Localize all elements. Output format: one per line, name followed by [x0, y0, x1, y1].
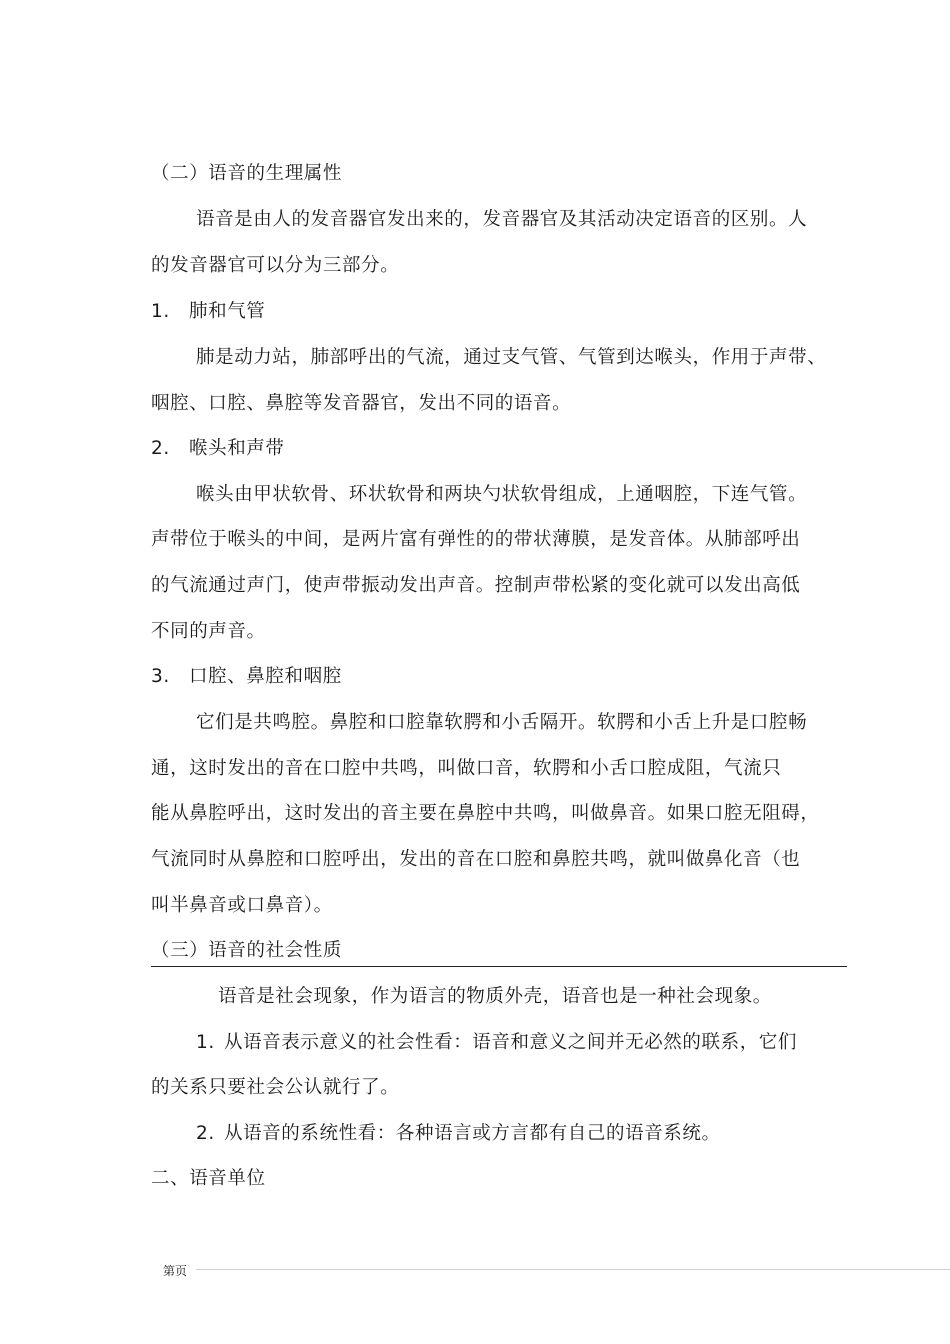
list-number: 1. [151, 301, 170, 322]
list-number: 2. [196, 1123, 215, 1144]
point-text: 从语音的系统性看：各种语言或方言都有自己的语音系统。 [224, 1123, 721, 1144]
paragraph-line: 语音是由人的发音器官发出来的，发音器官及其活动决定语音的区别。人 [196, 209, 808, 230]
subheading-title: 喉头和声带 [189, 438, 285, 459]
paragraph-line: 的发音器官可以分为三部分。 [151, 255, 400, 276]
section-heading-physiological: （二）语音的生理属性 [151, 163, 343, 184]
paragraph-line: 不同的声音。 [151, 621, 266, 642]
paragraph-line: 气流同时从鼻腔和口腔呼出，发出的音在口腔和鼻腔共鸣，就叫做鼻化音（也 [151, 849, 801, 870]
paragraph-line: 能从鼻腔呼出，这时发出的音主要在鼻腔中共鸣，叫做鼻音。如果口腔无阻碍， [151, 803, 820, 824]
subheading-title: 肺和气管 [189, 301, 266, 322]
paragraph-line: 的气流通过声门，使声带振动发出声音。控制声带松紧的变化就可以发出高低 [151, 575, 801, 596]
paragraph-line: 喉头由甲状软骨、环状软骨和两块勺状软骨组成，上通咽腔，下连气管。 [196, 484, 808, 505]
paragraph-line: 咽腔、口腔、鼻腔等发音器官，发出不同的语音。 [151, 393, 572, 414]
paragraph-line: 语音是社会现象，作为语言的物质外壳，语音也是一种社会现象。 [218, 986, 772, 1007]
section-heading-units: 二、语音单位 [151, 1168, 266, 1189]
paragraph-line: 通，这时发出的音在口腔中共鸣，叫做口音，软腭和小舌口腔成阻，气流只 [151, 758, 782, 779]
section-divider [151, 966, 847, 967]
footer-divider [196, 1269, 950, 1270]
section-heading-social: （三）语音的社会性质 [151, 940, 343, 961]
paragraph-line: 的关系只要社会公认就行了。 [151, 1077, 400, 1098]
point-text: 从语音表示意义的社会性看：语音和意义之间并无必然的联系，它们 [224, 1032, 798, 1053]
list-number: 2. [151, 438, 170, 459]
numbered-point [196, 1031, 797, 1055]
subheading-lungs-trachea [151, 300, 265, 324]
numbered-point [196, 1122, 721, 1146]
subheading-larynx-vocal-cords [151, 437, 285, 461]
paragraph-line: 它们是共鸣腔。鼻腔和口腔靠软腭和小舌隔开。软腭和小舌上升是口腔畅 [196, 712, 808, 733]
paragraph-line: 叫半鼻音或口鼻音）。 [151, 895, 333, 916]
list-number: 1. [196, 1032, 215, 1053]
page-number-label: 第页 [163, 1264, 188, 1278]
subheading-title: 口腔、鼻腔和咽腔 [189, 666, 342, 687]
paragraph-line: 声带位于喉头的中间，是两片富有弹性的的带状薄膜，是发音体。从肺部呼出 [151, 529, 801, 550]
list-number: 3. [151, 666, 170, 687]
paragraph-line: 肺是动力站，肺部呼出的气流，通过支气管、气管到达喉头，作用于声带、 [196, 347, 827, 368]
subheading-oral-nasal-pharyngeal [151, 665, 342, 689]
